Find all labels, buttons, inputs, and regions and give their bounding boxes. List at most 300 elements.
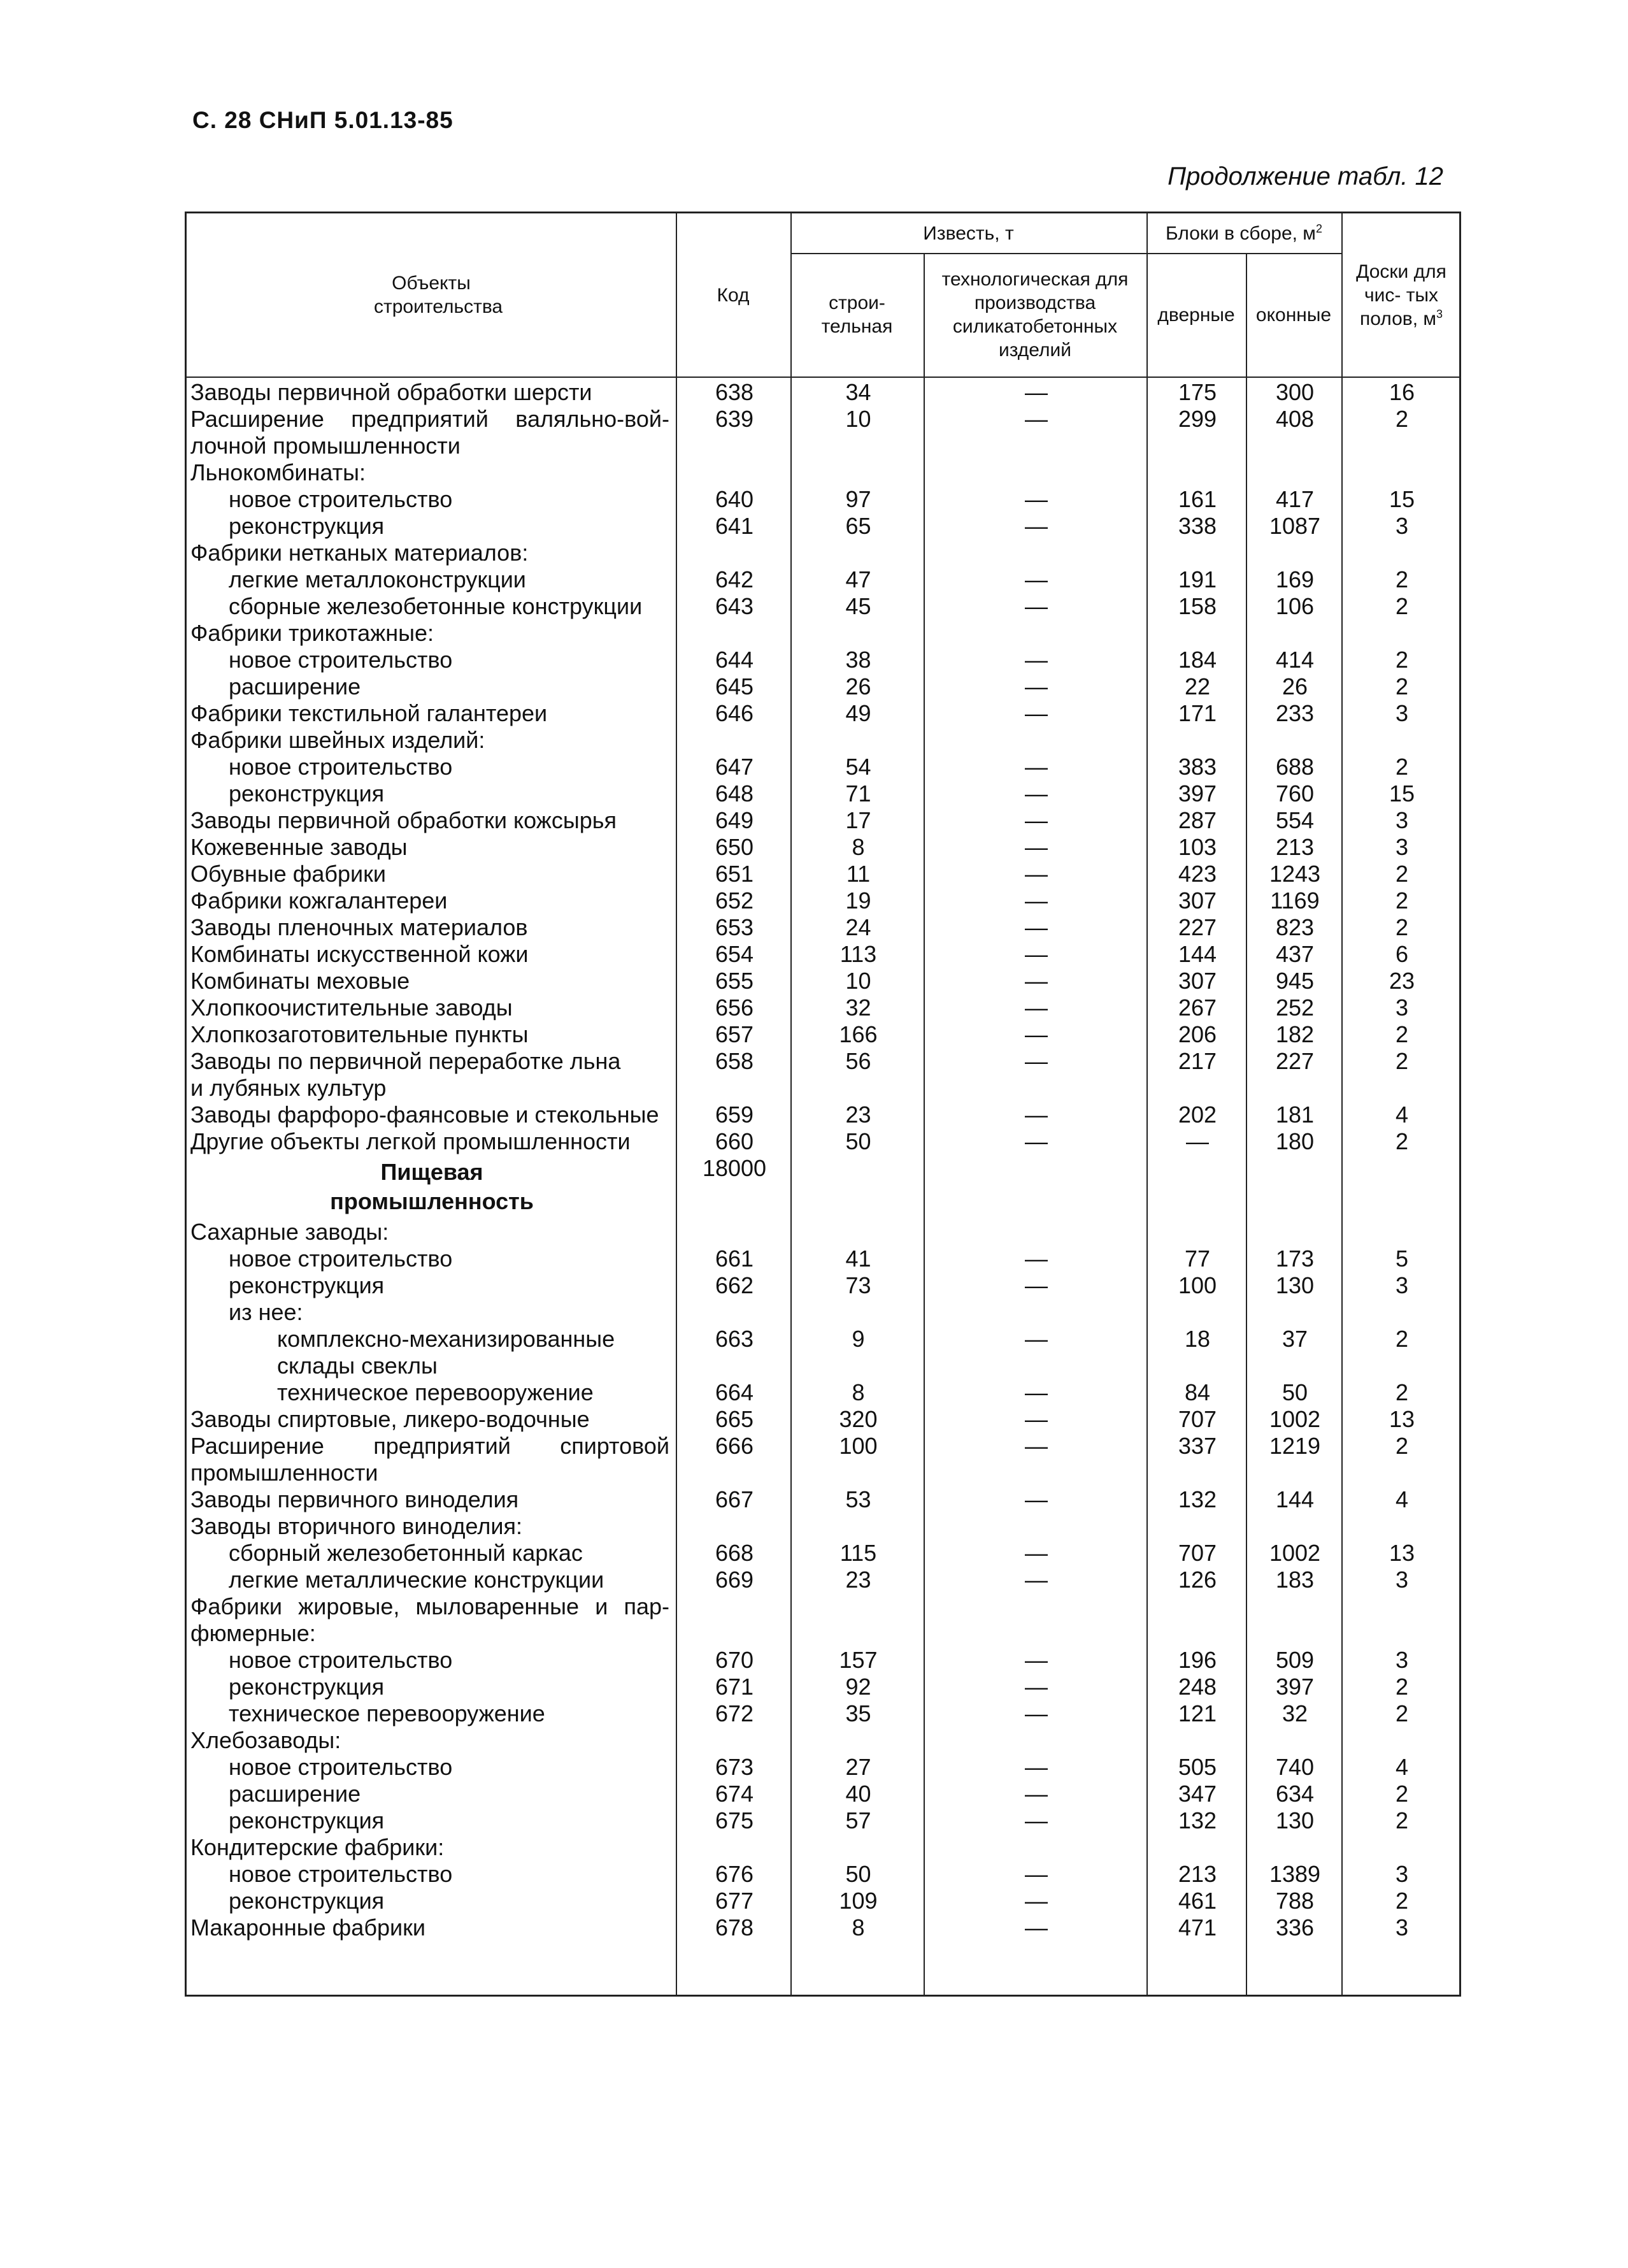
lime-tech-cell: — — [1025, 1754, 1048, 1780]
lime-construction-cell: 166 — [839, 1021, 878, 1047]
floor-boards-cell: 4 — [1395, 1102, 1409, 1128]
floor-boards-cell: 2 — [1395, 1048, 1409, 1074]
door-blocks-cell: 171 — [1178, 700, 1217, 726]
code-cell: 649 — [715, 807, 754, 833]
table-row — [187, 620, 1459, 647]
object-name: Расширение предприятий валяльно-вой- — [190, 406, 669, 432]
code-cell: 639 — [715, 406, 754, 432]
table-row — [187, 994, 1459, 1021]
header-blocks-window: оконные — [1255, 304, 1332, 326]
lime-construction-cell: 27 — [845, 1754, 871, 1780]
code-cell: 640 — [715, 486, 754, 512]
lime-tech-cell: — — [1025, 1379, 1048, 1405]
window-blocks-cell: 788 — [1275, 1888, 1315, 1914]
code-cell: 644 — [715, 647, 754, 673]
header-code: Код — [717, 284, 750, 306]
floor-boards-cell: 2 — [1395, 914, 1409, 940]
window-blocks-cell: 233 — [1275, 700, 1315, 726]
code-cell: 667 — [715, 1486, 754, 1512]
table-row — [187, 1674, 1459, 1700]
floor-boards-cell: 2 — [1395, 673, 1409, 700]
window-blocks-cell: 1389 — [1269, 1861, 1321, 1887]
floor-boards-cell: 3 — [1395, 1567, 1409, 1593]
table-row — [187, 1048, 1459, 1075]
object-name: новое строительство — [229, 647, 453, 673]
code-cell: 669 — [715, 1567, 754, 1593]
lime-tech-cell: — — [1025, 700, 1048, 726]
object-name: и лубяных культур — [190, 1075, 387, 1101]
lime-tech-cell: — — [1025, 1272, 1048, 1298]
object-name: новое строительство — [229, 1245, 453, 1272]
section-heading-row — [187, 1155, 1459, 1219]
object-name: новое строительство — [229, 1754, 453, 1780]
lime-construction-cell: 9 — [852, 1326, 865, 1352]
table-row — [187, 727, 1459, 754]
door-blocks-cell: 707 — [1178, 1406, 1217, 1432]
code-cell: 656 — [715, 994, 754, 1021]
code-cell: 678 — [715, 1914, 754, 1941]
lime-tech-cell: — — [1025, 1326, 1048, 1352]
door-blocks-cell: 184 — [1178, 647, 1217, 673]
object-name: Макаронные фабрики — [190, 1914, 425, 1941]
table-row — [187, 754, 1459, 780]
lime-tech-cell: — — [1025, 566, 1048, 592]
code-cell: 661 — [715, 1245, 754, 1272]
object-name: Заводы первичного виноделия — [190, 1486, 519, 1512]
object-name: новое строительство — [229, 486, 453, 512]
lime-tech-cell: — — [1025, 673, 1048, 700]
floor-boards-cell: 2 — [1395, 861, 1409, 887]
door-blocks-cell: 471 — [1178, 1914, 1217, 1941]
door-blocks-cell: 126 — [1178, 1567, 1217, 1593]
object-name: Хлопкозаготовительные пункты — [190, 1021, 529, 1047]
floor-boards-cell: 2 — [1395, 1700, 1409, 1726]
page-reference: С. 28 СНиП 5.01.13-85 — [192, 107, 453, 133]
object-name: сборный железобетонный каркас — [229, 1540, 583, 1566]
code-cell: 672 — [715, 1700, 754, 1726]
code-cell: 642 — [715, 566, 754, 592]
object-name: Кондитерские фабрики: — [190, 1834, 445, 1860]
lime-construction-cell: 32 — [845, 994, 871, 1021]
floor-boards-cell: 3 — [1395, 700, 1409, 726]
table-row — [187, 513, 1459, 540]
lime-construction-cell: 23 — [845, 1567, 871, 1593]
table-row — [187, 647, 1459, 673]
table-row — [187, 459, 1459, 486]
table-row — [187, 406, 1459, 433]
floor-boards-cell: 2 — [1395, 406, 1409, 432]
code-cell: 653 — [715, 914, 754, 940]
floor-boards-cell: 2 — [1395, 593, 1409, 619]
table-row — [187, 1781, 1459, 1807]
code-cell: 652 — [715, 887, 754, 914]
code-cell: 638 — [715, 379, 754, 405]
table-row — [187, 700, 1459, 727]
door-blocks-cell: 202 — [1178, 1102, 1217, 1128]
lime-construction-cell: 41 — [845, 1245, 871, 1272]
table-row — [187, 486, 1459, 513]
floor-boards-cell: 16 — [1389, 379, 1415, 405]
object-name: Заводы фарфоро-фаянсовые и стекольные — [190, 1102, 659, 1128]
object-name: Пищевая промышленность — [330, 1159, 534, 1214]
lime-tech-cell: — — [1025, 887, 1048, 914]
code-cell: 650 — [715, 834, 754, 860]
door-blocks-cell: 213 — [1178, 1861, 1217, 1887]
window-blocks-cell: 130 — [1275, 1272, 1315, 1298]
object-name: Другие объекты легкой промышленности — [190, 1128, 631, 1154]
table-row — [187, 1834, 1459, 1861]
table-row — [187, 1593, 1459, 1620]
window-blocks-cell: 130 — [1275, 1807, 1315, 1834]
floor-boards-cell: 3 — [1395, 1647, 1409, 1673]
lime-tech-cell: — — [1025, 834, 1048, 860]
lime-tech-cell: — — [1025, 1781, 1048, 1807]
object-name: новое строительство — [229, 1861, 453, 1887]
floor-boards-cell: 2 — [1395, 1781, 1409, 1807]
floor-boards-cell: 23 — [1389, 968, 1415, 994]
window-blocks-cell: 823 — [1275, 914, 1315, 940]
window-blocks-cell: 144 — [1275, 1486, 1315, 1512]
door-blocks-cell: 461 — [1178, 1888, 1217, 1914]
floor-boards-cell: 2 — [1395, 887, 1409, 914]
floor-boards-cell: 3 — [1395, 513, 1409, 539]
floor-boards-cell: 13 — [1389, 1406, 1415, 1432]
floor-boards-cell: 4 — [1395, 1486, 1409, 1512]
window-blocks-cell: 169 — [1275, 566, 1315, 592]
lime-construction-cell: 40 — [845, 1781, 871, 1807]
window-blocks-cell: 408 — [1275, 406, 1315, 432]
table-row — [187, 1567, 1459, 1593]
window-blocks-cell: 1002 — [1269, 1540, 1321, 1566]
window-blocks-cell: 183 — [1275, 1567, 1315, 1593]
window-blocks-cell: 760 — [1275, 780, 1315, 807]
door-blocks-cell: 383 — [1178, 754, 1217, 780]
lime-tech-cell: — — [1025, 780, 1048, 807]
window-blocks-cell: 173 — [1275, 1245, 1315, 1272]
floor-boards-cell: 2 — [1395, 1379, 1409, 1405]
door-blocks-cell: 132 — [1178, 1807, 1217, 1834]
door-blocks-cell: 206 — [1178, 1021, 1217, 1047]
lime-construction-cell: 35 — [845, 1700, 871, 1726]
lime-tech-cell: — — [1025, 1861, 1048, 1887]
table-row — [187, 1620, 1459, 1647]
object-name: Фабрики текстильной галантереи — [190, 700, 548, 726]
object-name: реконструкция — [229, 1272, 385, 1298]
object-name: Комбинаты меховые — [190, 968, 410, 994]
object-name: Комбинаты искусственной кожи — [190, 941, 529, 967]
door-blocks-cell: 103 — [1178, 834, 1217, 860]
window-blocks-cell: 417 — [1275, 486, 1315, 512]
table-row — [187, 968, 1459, 994]
lime-tech-cell: — — [1025, 994, 1048, 1021]
lime-construction-cell: 50 — [845, 1861, 871, 1887]
object-name: Фабрики кожгалантереи — [190, 887, 448, 914]
code-cell: 676 — [715, 1861, 754, 1887]
table-row — [187, 1727, 1459, 1754]
table-row — [187, 673, 1459, 700]
lime-tech-cell: — — [1025, 647, 1048, 673]
code-cell: 659 — [715, 1102, 754, 1128]
object-name: Заводы спиртовые, ликеро-водочные — [190, 1406, 590, 1432]
code-cell: 641 — [715, 513, 754, 539]
door-blocks-cell: 505 — [1178, 1754, 1217, 1780]
table-row — [187, 1486, 1459, 1513]
floor-boards-cell: 3 — [1395, 994, 1409, 1021]
door-blocks-cell: 132 — [1178, 1486, 1217, 1512]
code-cell: 643 — [715, 593, 754, 619]
window-blocks-cell: 1087 — [1269, 513, 1321, 539]
lime-tech-cell: — — [1025, 941, 1048, 967]
object-name: Фабрики швейных изделий: — [190, 727, 485, 753]
table-row — [187, 1433, 1459, 1460]
door-blocks-cell: — — [1186, 1128, 1209, 1154]
door-blocks-cell: 84 — [1184, 1379, 1211, 1405]
lime-construction-cell: 19 — [845, 887, 871, 914]
lime-tech-cell: — — [1025, 1647, 1048, 1673]
door-blocks-cell: 423 — [1178, 861, 1217, 887]
table-row — [187, 1460, 1459, 1486]
lime-construction-cell: 73 — [845, 1272, 871, 1298]
window-blocks-cell: 397 — [1275, 1674, 1315, 1700]
code-cell: 662 — [715, 1272, 754, 1298]
table-row — [187, 1406, 1459, 1433]
lime-tech-cell: — — [1025, 1486, 1048, 1512]
floor-boards-cell: 5 — [1395, 1245, 1409, 1272]
code-cell: 655 — [715, 968, 754, 994]
table-row — [187, 1540, 1459, 1567]
object-name: Заводы первичной обработки шерсти — [190, 379, 592, 405]
code-cell: 657 — [715, 1021, 754, 1047]
lime-tech-cell: — — [1025, 1540, 1048, 1566]
lime-construction-cell: 23 — [845, 1102, 871, 1128]
lime-tech-cell: — — [1025, 914, 1048, 940]
window-blocks-cell: 252 — [1275, 994, 1315, 1021]
lime-construction-cell: 65 — [845, 513, 871, 539]
lime-construction-cell: 50 — [845, 1128, 871, 1154]
lime-tech-cell: — — [1025, 1888, 1048, 1914]
door-blocks-cell: 22 — [1184, 673, 1211, 700]
code-cell: 675 — [715, 1807, 754, 1834]
lime-tech-cell: — — [1025, 1021, 1048, 1047]
door-blocks-cell: 267 — [1178, 994, 1217, 1021]
code-cell: 654 — [715, 941, 754, 967]
object-name: реконструкция — [229, 513, 385, 539]
lime-construction-cell: 10 — [845, 968, 871, 994]
object-name: Заводы пленочных материалов — [190, 914, 528, 940]
table-row — [187, 1075, 1459, 1102]
lime-construction-cell: 26 — [845, 673, 871, 700]
data-table — [185, 212, 1461, 1997]
door-blocks-cell: 397 — [1178, 780, 1217, 807]
floor-boards-cell: 15 — [1389, 486, 1415, 512]
object-name: Заводы вторичного виноделия: — [190, 1513, 522, 1539]
lime-tech-cell: — — [1025, 754, 1048, 780]
table-row — [187, 887, 1459, 914]
lime-tech-cell: — — [1025, 861, 1048, 887]
window-blocks-cell: 26 — [1282, 673, 1308, 700]
lime-construction-cell: 8 — [852, 834, 865, 860]
object-name: новое строительство — [229, 1647, 453, 1673]
code-cell: 674 — [715, 1781, 754, 1807]
code-cell: 670 — [715, 1647, 754, 1673]
header-lime-tech: технологическая для производства силикатобетонных изделий — [941, 269, 1129, 361]
lime-tech-cell: — — [1025, 379, 1048, 405]
table-row — [187, 593, 1459, 620]
header-boards: Доски для чис- тых полов, $м^3$ — [1356, 261, 1446, 329]
lime-construction-cell: 53 — [845, 1486, 871, 1512]
object-name: Хлопкоочистительные заводы — [190, 994, 513, 1021]
header-objects: Объекты строительства — [374, 273, 503, 317]
window-blocks-cell: 182 — [1275, 1021, 1315, 1047]
code-cell: 648 — [715, 780, 754, 807]
floor-boards-cell: 3 — [1395, 1272, 1409, 1298]
table-row — [187, 566, 1459, 593]
table-row — [187, 941, 1459, 968]
table-row — [187, 1272, 1459, 1299]
object-name: Обувные фабрики — [190, 861, 386, 887]
object-name: Фабрики трикотажные: — [190, 620, 434, 646]
lime-tech-cell: — — [1025, 593, 1048, 619]
door-blocks-cell: 337 — [1178, 1433, 1217, 1459]
table-row — [187, 1888, 1459, 1914]
door-blocks-cell: 248 — [1178, 1674, 1217, 1700]
code-cell: 658 — [715, 1048, 754, 1074]
object-name: реконструкция — [229, 780, 385, 807]
object-name: Заводы первичной обработки кожсырья — [190, 807, 617, 833]
door-blocks-cell: 100 — [1178, 1272, 1217, 1298]
table-row — [187, 540, 1459, 566]
door-blocks-cell: 191 — [1178, 566, 1217, 592]
lime-tech-cell: — — [1025, 807, 1048, 833]
lime-tech-cell: — — [1025, 1674, 1048, 1700]
table-row — [187, 1021, 1459, 1048]
floor-boards-cell: 2 — [1395, 566, 1409, 592]
table-row — [187, 1245, 1459, 1272]
window-blocks-cell: 32 — [1282, 1700, 1308, 1726]
lime-tech-cell: — — [1025, 486, 1048, 512]
door-blocks-cell: 121 — [1178, 1700, 1217, 1726]
lime-construction-cell: 11 — [846, 861, 871, 887]
table-row — [187, 1914, 1459, 1941]
table-row — [187, 1700, 1459, 1727]
object-name: Фабрики жировые, мыловаренные и пар- — [190, 1593, 669, 1619]
window-blocks-cell: 106 — [1275, 593, 1315, 619]
lime-construction-cell: 38 — [845, 647, 871, 673]
table-row — [187, 1379, 1459, 1406]
table-body — [187, 379, 1459, 1941]
lime-construction-cell: 97 — [845, 486, 871, 512]
door-blocks-cell: 196 — [1178, 1647, 1217, 1673]
window-blocks-cell: 181 — [1275, 1102, 1315, 1128]
table-row — [187, 1102, 1459, 1128]
code-cell: 664 — [715, 1379, 754, 1405]
code-cell: 673 — [715, 1754, 754, 1780]
object-name: расширение — [229, 1781, 361, 1807]
door-blocks-cell: 227 — [1178, 914, 1217, 940]
floor-boards-cell: 2 — [1395, 1674, 1409, 1700]
table-row — [187, 807, 1459, 834]
lime-construction-cell: 8 — [852, 1379, 865, 1405]
door-blocks-cell: 307 — [1178, 887, 1217, 914]
table-row — [187, 379, 1459, 406]
lime-construction-cell: 57 — [845, 1807, 871, 1834]
lime-construction-cell: 92 — [845, 1674, 871, 1700]
table-row — [187, 1299, 1459, 1326]
table-continuation-label: Продолжение табл. 12 — [1167, 162, 1443, 190]
window-blocks-cell: 50 — [1282, 1379, 1308, 1405]
table-row — [187, 1754, 1459, 1781]
lime-construction-cell: 109 — [839, 1888, 878, 1914]
floor-boards-cell: 15 — [1389, 780, 1415, 807]
window-blocks-cell: 300 — [1275, 379, 1315, 405]
door-blocks-cell: 299 — [1178, 406, 1217, 432]
window-blocks-cell: 227 — [1275, 1048, 1315, 1074]
lime-construction-cell: 10 — [845, 406, 871, 432]
object-name: склады свеклы — [277, 1353, 438, 1379]
window-blocks-cell: 180 — [1275, 1128, 1315, 1154]
floor-boards-cell: 2 — [1395, 754, 1409, 780]
window-blocks-cell: 1169 — [1270, 887, 1320, 914]
lime-construction-cell: 49 — [845, 700, 871, 726]
lime-construction-cell: 24 — [845, 914, 871, 940]
floor-boards-cell: 3 — [1395, 807, 1409, 833]
object-name: сборные железобетонные конструкции — [229, 593, 643, 619]
lime-tech-cell: — — [1025, 1128, 1048, 1154]
lime-construction-cell: 113 — [839, 941, 877, 967]
object-name: реконструкция — [229, 1807, 385, 1834]
table-row — [187, 834, 1459, 861]
door-blocks-cell: 347 — [1178, 1781, 1217, 1807]
window-blocks-cell: 740 — [1275, 1754, 1315, 1780]
floor-boards-cell: 2 — [1395, 1021, 1409, 1047]
object-name: расширение — [229, 673, 361, 700]
code-cell: 666 — [715, 1433, 754, 1459]
object-name: легкие металлоконструкции — [229, 566, 526, 592]
object-name: комплексно-механизированные — [277, 1326, 615, 1352]
lime-construction-cell: 157 — [839, 1647, 878, 1673]
lime-tech-cell: — — [1025, 968, 1048, 994]
lime-construction-cell: 47 — [845, 566, 871, 592]
window-blocks-cell: 1243 — [1269, 861, 1321, 887]
door-blocks-cell: 287 — [1178, 807, 1217, 833]
object-name: фюмерные: — [190, 1620, 316, 1646]
code-cell: 646 — [715, 700, 754, 726]
header-lime-construction: строи- тельная — [821, 292, 893, 337]
lime-tech-cell: — — [1025, 1245, 1048, 1272]
window-blocks-cell: 1002 — [1269, 1406, 1321, 1432]
floor-boards-cell: 6 — [1395, 941, 1409, 967]
lime-tech-cell: — — [1025, 513, 1048, 539]
header-bottom-rule — [187, 377, 1459, 378]
object-name: Кожевенные заводы — [190, 834, 408, 860]
code-cell: 645 — [715, 673, 754, 700]
floor-boards-cell: 2 — [1395, 1433, 1409, 1459]
lime-tech-cell: — — [1025, 1700, 1048, 1726]
table-row — [187, 1128, 1459, 1155]
header-lime-group: Известь, т — [923, 222, 1014, 244]
floor-boards-cell: 13 — [1389, 1540, 1415, 1566]
door-blocks-cell: 77 — [1184, 1245, 1211, 1272]
lime-construction-cell: 34 — [845, 379, 871, 405]
table-row — [187, 433, 1459, 459]
lime-tech-cell: — — [1025, 1807, 1048, 1834]
object-name: реконструкция — [229, 1888, 385, 1914]
code-cell: 647 — [715, 754, 754, 780]
object-name: Фабрики нетканых материалов: — [190, 540, 529, 566]
door-blocks-cell: 707 — [1178, 1540, 1217, 1566]
object-name: легкие металлические конструкции — [229, 1567, 604, 1593]
door-blocks-cell: 144 — [1178, 941, 1217, 967]
